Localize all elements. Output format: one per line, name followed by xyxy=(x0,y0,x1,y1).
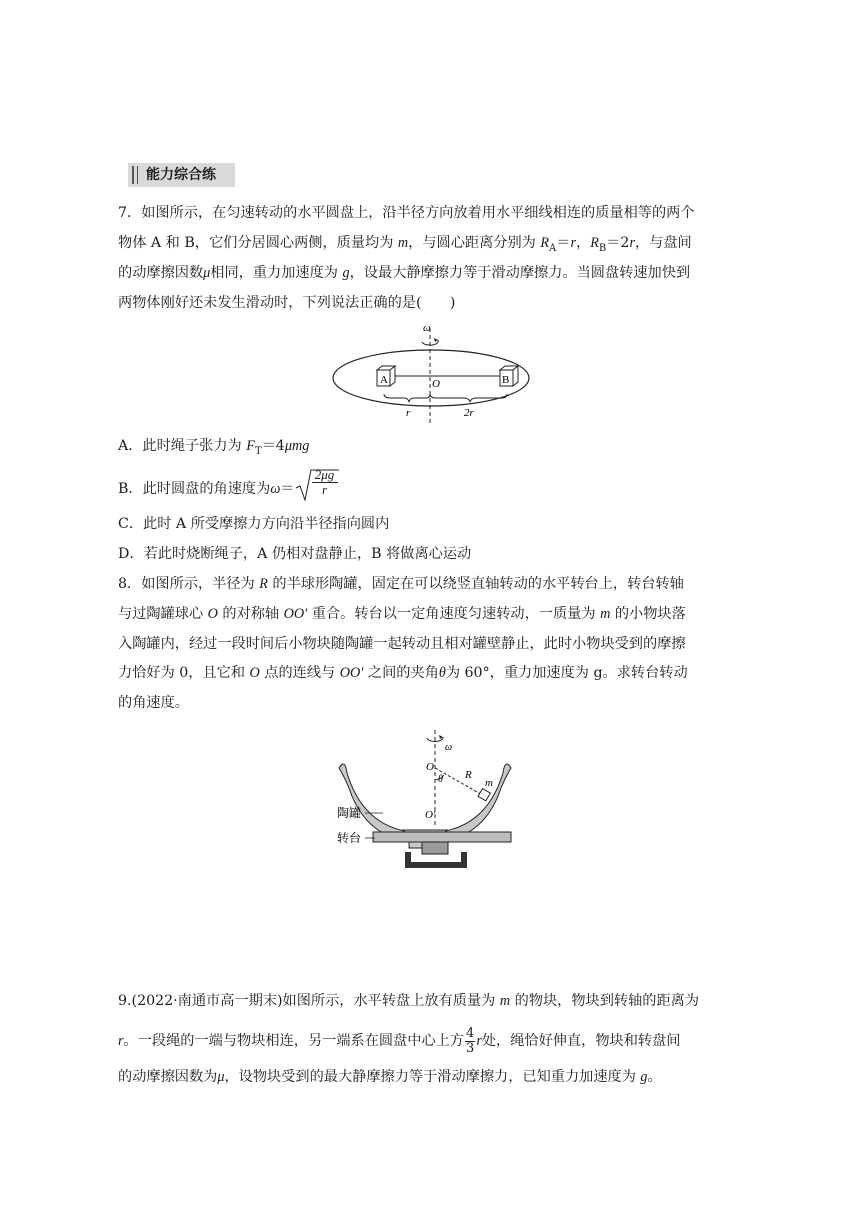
q8-line-5: 的角速度。 xyxy=(118,695,189,711)
q8-line-3: 入陶罐内，经过一段时间后小物块随陶罐一起转动且相对罐壁静止，此时小物块受到的摩擦 xyxy=(118,636,686,652)
block-a xyxy=(377,366,395,386)
q7-option-d: D．若此时烧断绳子，A 仍相对盘静止，B 将做离心运动 xyxy=(118,546,472,562)
q8-line-4: 力恰好为 0，且它和 O 点的连线与 OO′ 之间的夹角θ为 60°，重力加速度为 g。求转台转动 xyxy=(118,665,688,681)
block-a-label: A xyxy=(380,374,388,386)
section-heading xyxy=(128,163,235,187)
sqrt-expression xyxy=(295,467,339,504)
heading-bar-decoration xyxy=(132,166,134,184)
q9-line-3: 的动摩擦因数为μ，设物块受到的最大静摩擦力等于滑动摩擦力，已知重力加速度为 g。 xyxy=(118,1069,662,1085)
center-o-label: O xyxy=(432,378,440,390)
q7-option-c: C．此时 A 所受摩擦力方向沿半径指向圆内 xyxy=(118,516,390,532)
heading-bar-decoration-thin xyxy=(137,166,138,184)
q7-line-1: 7．如图所示，在匀速转动的水平圆盘上，沿半径方向放着用水平细线相连的质量相等的两个 xyxy=(118,205,695,221)
omega-label: ω xyxy=(423,322,431,334)
radius-r-label: R xyxy=(465,769,472,781)
center-o-label: O xyxy=(426,761,434,773)
q7-line-4: 两物体刚好还未发生滑动时，下列说法正确的是( ) xyxy=(118,295,456,311)
turntable-plate xyxy=(373,832,511,842)
mass-m-label: m xyxy=(485,777,493,789)
q8-line-2: 与过陶罐球心 O 的对称轴 OO′ 重合。转台以一定角速度匀速转动，一质量为 m 的小物块落 xyxy=(118,606,686,622)
jar-label: 陶罐 xyxy=(337,806,362,820)
q9-line-1: 9.(2022·南通市高一期末)如图所示，水平转盘上放有质量为 m 的物块，物块到转轴的距离为 xyxy=(118,993,700,1009)
sqrt-fraction: $\frac{2\mu g}{r}$ xyxy=(312,468,338,497)
theta-label: θ xyxy=(438,774,443,785)
r-label: r xyxy=(406,407,411,419)
small-block xyxy=(478,789,490,801)
q7-option-a: A．此时绳子张力为 $F_T=4\mu mg$ xyxy=(118,438,310,457)
two-r-label: 2r xyxy=(464,407,474,419)
r-brace xyxy=(384,394,430,402)
four-thirds-fraction: $\frac{4}{3}$ xyxy=(466,1025,475,1056)
q7-disk-figure xyxy=(330,318,535,430)
omega-label: ω xyxy=(445,742,453,753)
rotation-arrowhead-icon xyxy=(434,338,438,342)
q8-line-1: 8．如图所示，半径为 R 的半球形陶罐，固定在可以绕竖直轴转动的水平转台上，转台转轴 xyxy=(118,576,684,592)
q7-line-3: 的动摩擦因数μ相同，重力加速度为 g，设最大静摩擦力等于滑动摩擦力。当圆盘转速加快到 xyxy=(118,265,691,281)
o-prime-label: O′ xyxy=(425,809,436,821)
q9-line-2: r。一段绳的一端与物块相连，另一端系在圆盘中心上方 $\frac{4}{3}$ r处，绳恰好伸直，物块和转盘间 xyxy=(118,1025,681,1056)
turntable-shaft xyxy=(422,842,448,854)
q8-jar-figure xyxy=(335,728,520,873)
q7-option-b: B．此时圆盘的角速度为ω＝ $\frac{2\mu g}{r}$ xyxy=(118,474,339,504)
section-heading-text: 能力综合练 xyxy=(146,167,216,183)
block-b-label: B xyxy=(502,374,510,386)
two-r-brace xyxy=(430,394,507,402)
table-label: 转台 xyxy=(337,831,362,845)
q7-line-2: 物体 A 和 B，它们分居圆心两侧，质量均为 m，与圆心距离分别为 $R_A=r$，$R_B=2r$，与盘间 xyxy=(118,235,692,254)
block-b xyxy=(500,366,518,386)
